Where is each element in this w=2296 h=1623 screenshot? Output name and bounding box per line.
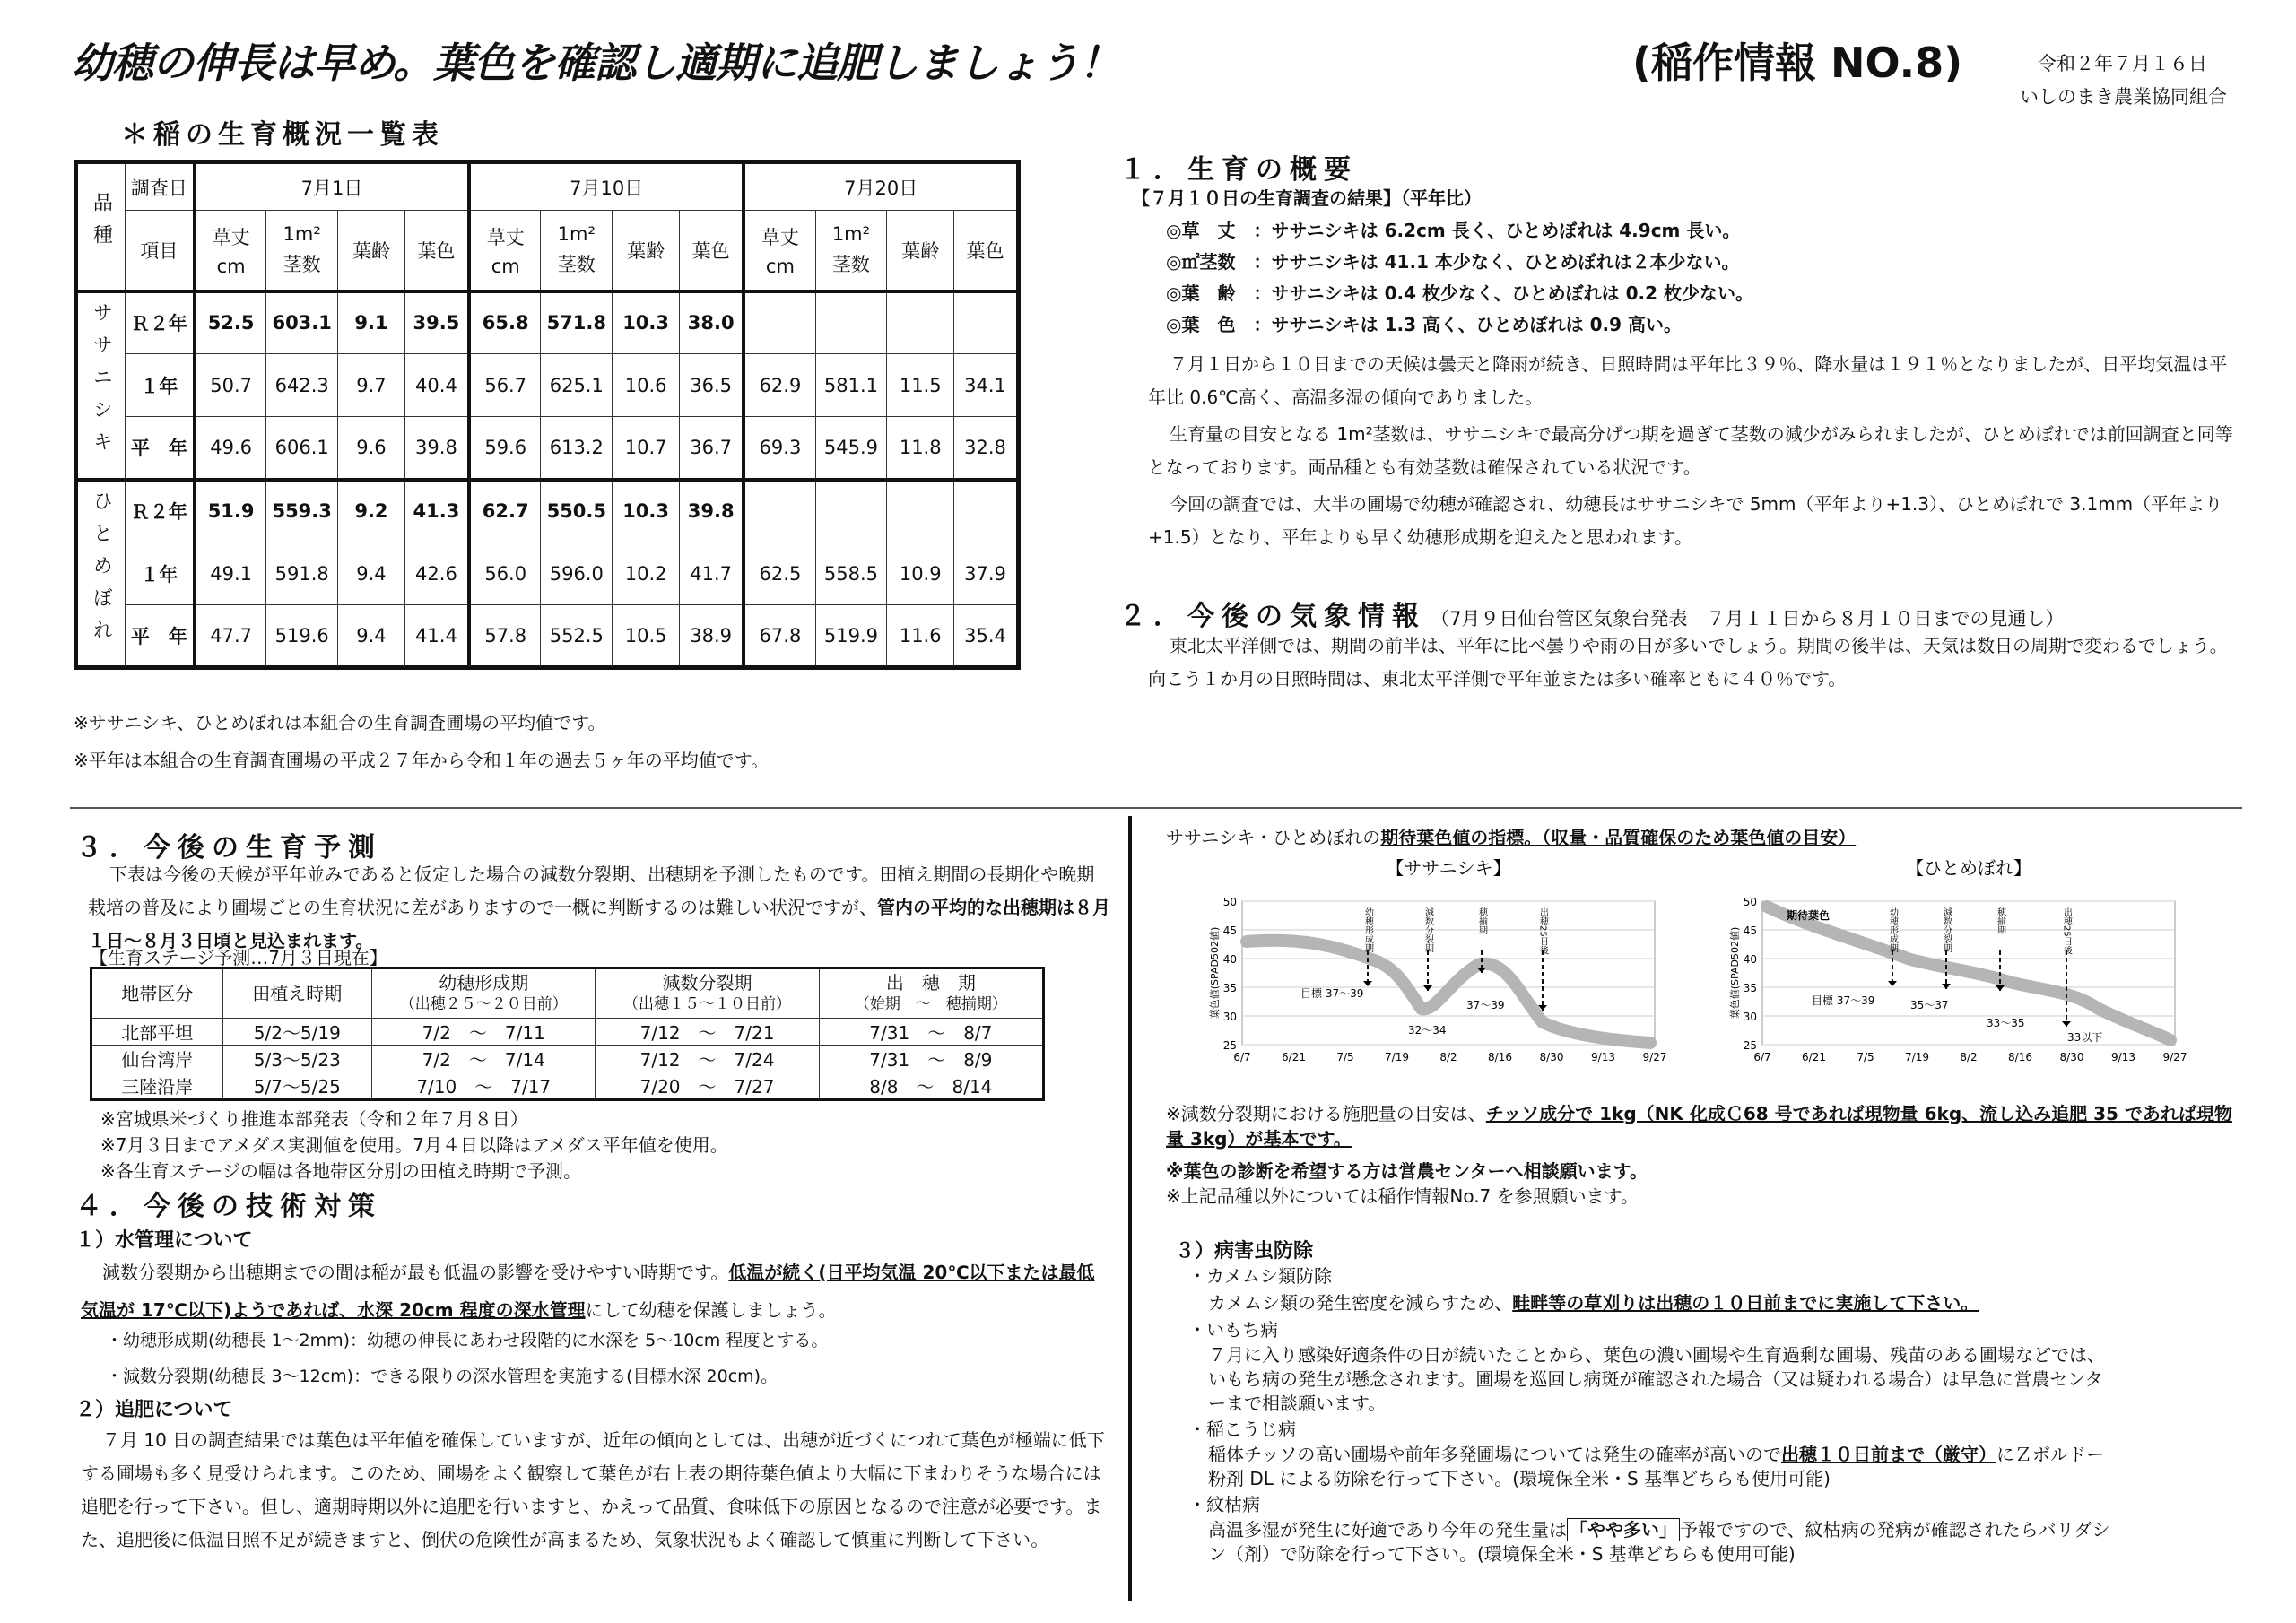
- growth-cell: 56.0: [469, 542, 541, 605]
- sec3-title: ３．今後の生育予測: [75, 832, 382, 864]
- arrow-head: [1942, 984, 1951, 989]
- sec1-title: １．生育の概要: [1119, 154, 1358, 186]
- x-tick-label: 6/7: [1233, 1051, 1251, 1063]
- stage-row: 仙台湾岸 5/3～5/23 7/2 ～ 7/14 7/12 ～ 7/24 7/31 ～ 8/9: [91, 1046, 1044, 1072]
- growth-table: [74, 160, 1021, 670]
- stage-label: 幼穂形成期: [1362, 907, 1373, 952]
- arrow-head: [2062, 1021, 2071, 1027]
- x-tick-label: 7/5: [1336, 1051, 1354, 1063]
- pest-text: 粉剤 DL による防除を行って下さい。(環境保全米・S 基準どちらも使用可能): [1208, 1468, 1831, 1489]
- growth-cell: 581.1: [815, 354, 887, 417]
- column-header: 草丈 cm: [195, 211, 266, 291]
- growth-cell: 550.5: [541, 480, 613, 542]
- target-label: 37～39: [1466, 999, 1505, 1011]
- x-tick-label: 9/13: [1591, 1051, 1615, 1063]
- growth-cell: 62.7: [469, 480, 541, 542]
- headline: 幼穂の伸長は早め。葉色を確認し適期に追肥しましょう！: [72, 39, 1120, 87]
- variety-name: ひとめぼれ: [76, 480, 126, 668]
- date-header: 7月20日: [744, 162, 1018, 211]
- summary-item: ◎㎡茎数 ：ササニシキは 41.1 本少なく、ひとめぼれは２本少ない。: [1166, 251, 1740, 273]
- column-header: 1m² 茎数: [815, 211, 887, 291]
- chart-label: 【ひとめぼれ】: [1906, 857, 2031, 879]
- y-tick-label: 35: [1222, 982, 1237, 994]
- x-tick-label: 8/16: [1488, 1051, 1512, 1063]
- growth-cell: 9.4: [338, 605, 405, 668]
- target-label: 33～35: [1987, 1017, 2025, 1029]
- stage-label: 出穂25日後: [2061, 907, 2072, 955]
- sec2-heading: [1119, 594, 2064, 633]
- pest-item-heading: ・カメムシ類防除: [1188, 1265, 1332, 1287]
- growth-cell: 559.3: [266, 480, 338, 542]
- table-note: ※ササニシキ、ひとめぼれは本組合の生育調査圃場の平均値です。: [74, 712, 606, 733]
- growth-cell: 37.9: [954, 542, 1019, 605]
- pest-text: いもち病の発生が懸念されます。圃場を巡回し病斑が確認された場合（又は疑われる場合）は早急に営農センタ: [1208, 1368, 2103, 1390]
- growth-cell: 10.6: [613, 354, 680, 417]
- growth-cell: 9.7: [338, 354, 405, 417]
- growth-cell: 41.3: [404, 480, 469, 542]
- pest-text: ン（剤）で防除を行って下さい。(環境保全米・S 基準どちらも使用可能): [1208, 1543, 1796, 1565]
- sec3-notes: [100, 1107, 728, 1185]
- pest-heading: ３）病害虫防除: [1175, 1240, 1314, 1263]
- column-header: 葉齢: [613, 211, 680, 291]
- growth-cell: 57.8: [469, 605, 541, 668]
- target-label: 33以下: [2067, 1031, 2103, 1044]
- growth-cell: 591.8: [266, 542, 338, 605]
- growth-cell: 9.2: [338, 480, 405, 542]
- x-tick-label: 7/19: [1905, 1051, 1929, 1063]
- pest-text: 高温多湿が発生に好適であり今年の発生量は 「やや多い」 予報ですので、紋枯病の発病が確認されたらバリダシ: [1208, 1519, 2110, 1541]
- kitai-label: 期待葉色: [1787, 909, 1831, 922]
- growth-cell: 67.8: [744, 605, 815, 668]
- growth-cell: 39.5: [404, 291, 469, 354]
- issue-date: 令和２年７月１６日: [2038, 53, 2207, 74]
- sec3-note: ※宮城県米づくり推進本部発表（令和２年７月８日）: [100, 1108, 528, 1130]
- growth-cell: 552.5: [541, 605, 613, 668]
- x-tick-label: 6/21: [1802, 1051, 1826, 1063]
- column-header: 草丈 cm: [744, 211, 815, 291]
- growth-cell: 51.9: [195, 480, 266, 542]
- growth-row: [76, 291, 1019, 354]
- column-header: 葉色: [954, 211, 1019, 291]
- growth-cell: [887, 480, 954, 542]
- growth-cell: 11.6: [887, 605, 954, 668]
- column-header: 葉色: [680, 211, 744, 291]
- growth-cell: [954, 291, 1019, 354]
- fert-note: ※上記品種以外については稲作情報No.7 を参照願います。: [1166, 1185, 1639, 1207]
- pest-text: 稲体チッソの高い圃場や前年多発圃場については発生の確率が高いので出穂１０日前まで（厳守）にＺボルドー: [1208, 1444, 2104, 1465]
- growth-row: [76, 480, 1019, 542]
- stage-label: 減数分裂期: [1941, 907, 1952, 952]
- arrow-head: [1996, 985, 2005, 991]
- target-band: [1767, 907, 2170, 1040]
- sec1-paragraph: 生育量の目安となる 1m²茎数は、ササニシキで最高分げつ期を過ぎて茎数の減少がみられましたが、ひとめぼれでは前回調査と同等となっております。両品種とも有効茎数は確保されている状況です。: [1148, 423, 2233, 478]
- sec1-paragraph: 今回の調査では、大半の圃場で幼穂が確認され、幼穂長はササニシキで 5mm（平年より+1.3）、ひとめぼれで 3.1mm（平年より+1.5）となり、平年よりも早く幼穂形成期を迎えたと思われます。: [1148, 493, 2223, 548]
- target-label: 35～37: [1910, 999, 1949, 1011]
- stage-table-title: 【生育ステージ予測…7月３日現在】: [90, 947, 387, 968]
- growth-table-title: ＊稲の生育概況一覧表: [121, 119, 444, 151]
- organization: いしのまき農業協同組合: [2020, 86, 2227, 108]
- arrow-head: [1363, 981, 1372, 986]
- row-label: １年: [125, 542, 195, 605]
- leaf-chart-hitomebore: [1686, 856, 2188, 1066]
- x-tick-label: 7/19: [1385, 1051, 1409, 1063]
- stage-table: [90, 967, 1045, 1101]
- growth-cell: 642.3: [266, 354, 338, 417]
- vertical-divider: [1128, 816, 1132, 1601]
- growth-row: [76, 354, 1019, 417]
- x-tick-label: 6/21: [1282, 1051, 1306, 1063]
- y-axis-label: 葉色値(SPAD502値): [1729, 926, 1741, 1020]
- row-label: Ｒ２年: [125, 291, 195, 354]
- growth-cell: [815, 291, 887, 354]
- plot-area: [1242, 901, 1655, 1045]
- y-tick-label: 35: [1743, 982, 1757, 994]
- x-tick-label: 9/27: [2162, 1051, 2187, 1063]
- y-tick-label: 30: [1222, 1011, 1237, 1023]
- x-tick-label: 8/2: [1960, 1051, 1978, 1063]
- item-header: 項目: [125, 211, 195, 291]
- y-tick-label: 50: [1222, 896, 1237, 908]
- growth-cell: 34.1: [954, 354, 1019, 417]
- growth-cell: 603.1: [266, 291, 338, 354]
- summary-item: ◎葉 色 ：ササニシキは 1.3 高く、ひとめぼれは 0.9 高い。: [1166, 314, 1682, 335]
- y-tick-label: 45: [1222, 924, 1237, 937]
- growth-cell: 62.9: [744, 354, 815, 417]
- growth-cell: 38.9: [680, 605, 744, 668]
- growth-cell: 558.5: [815, 542, 887, 605]
- growth-cell: 65.8: [469, 291, 541, 354]
- target-label: 目標 37～39: [1812, 994, 1875, 1007]
- growth-cell: 56.7: [469, 354, 541, 417]
- column-header: 葉色: [404, 211, 469, 291]
- arrow-head: [1423, 985, 1432, 991]
- sec2-subtitle: （7月９日仙台管区気象台発表 ７月１１日から８月１０日までの見通し）: [1431, 608, 2065, 629]
- y-axis-label: 葉色値(SPAD502値): [1209, 926, 1221, 1020]
- growth-cell: [815, 480, 887, 542]
- row-label: 平 年: [125, 417, 195, 480]
- pest-section: [1188, 1263, 2247, 1567]
- growth-cell: 613.2: [541, 417, 613, 480]
- water-bullet: ・減数分裂期(幼穂長 3～12cm)：できる限りの深水管理を実施する(目標水深 20cm)。: [106, 1367, 778, 1386]
- x-tick-label: 7/5: [1857, 1051, 1874, 1063]
- stage-label: 減数分裂期: [1422, 907, 1433, 952]
- growth-cell: 519.6: [266, 605, 338, 668]
- growth-cell: 10.5: [613, 605, 680, 668]
- stage-row: 三陸沿岸 5/7～5/25 7/10 ～ 7/17 7/20 ～ 7/27 8/8 ～ 8/14: [91, 1072, 1044, 1100]
- sec3-paragraph: 下表は今後の天候が平年並みであると仮定した場合の減数分裂期、出穂期を予測したものです。田植え期間の長期化や晩期栽培の普及により圃場ごとの生育状況に差がありますので一概に判断するのは難しい状況ですが、管内の平均的な出穂期は８月１日～８月３日頃と見込まれます。: [88, 864, 1110, 951]
- x-tick-label: 6/7: [1753, 1051, 1771, 1063]
- y-tick-label: 30: [1743, 1011, 1757, 1023]
- variety-header: 品種: [76, 162, 126, 291]
- x-tick-label: 8/30: [2059, 1051, 2084, 1063]
- survey-date-header: 調査日: [125, 162, 195, 211]
- x-tick-label: 8/16: [2008, 1051, 2032, 1063]
- summary-item: ◎葉 齢 ：ササニシキは 0.4 枚少なく、ひとめぼれは 0.2 枚少ない。: [1166, 282, 1753, 304]
- growth-cell: 49.6: [195, 417, 266, 480]
- sec1-paragraph: ７月１日から１０日までの天候は曇天と降雨が続き、日照時間は平年比３９％、降水量は１９１％となりましたが、日平均気温は平年比 0.6℃高く、高温多湿の傾向でありました。: [1148, 353, 2228, 408]
- growth-cell: 42.6: [404, 542, 469, 605]
- stage-label: 穂揃期: [1476, 907, 1487, 934]
- x-tick-label: 9/13: [2111, 1051, 2135, 1063]
- leaf-chart-title: ササニシキ・ひとめぼれの期待葉色値の指標。（収量・品質確保のため葉色値の目安）: [1166, 827, 1857, 848]
- water-paragraph: 減数分裂期から出穂期までの間は稲が最も低温の影響を受けやすい時期です。低温が続く(日平均気温 20℃以下または最低気温が 17℃以下)ようであれば、水深 20cm 程度の深水管理にして幼穂を保護しましょう。: [81, 1262, 1095, 1321]
- sec1-items: [1166, 215, 1753, 341]
- growth-cell: 47.7: [195, 605, 266, 668]
- fertilizer-heading: ２）追肥について: [75, 1399, 233, 1421]
- row-label: １年: [125, 354, 195, 417]
- stage-row: 北部平坦 5/2～5/19 7/2 ～ 7/11 7/12 ～ 7/21 7/31 ～ 8/7: [91, 1019, 1044, 1046]
- sec3-note: ※7月３日までアメダス実測値を使用。7月４日以降はアメダス平年値を使用。: [100, 1134, 728, 1156]
- sec2-paragraph: 東北太平洋側では、期間の前半は、平年に比べ曇りや雨の日が多いでしょう。期間の後半は、天気は数日の周期で変わるでしょう。向こう１か月の日照時間は、東北太平洋側で平年並または多い確率ともに４０％です。: [1148, 635, 2228, 690]
- target-label: 目標 37～39: [1300, 987, 1364, 1000]
- stage-label: 穂揃期: [1995, 907, 2005, 934]
- y-tick-label: 25: [1743, 1039, 1757, 1052]
- pest-item-heading: ・いもち病: [1188, 1319, 1278, 1341]
- issue-number: (稲作情報 NO.8): [1632, 39, 1963, 87]
- column-header: 葉齢: [887, 211, 954, 291]
- table-note: ※平年は本組合の生育調査圃場の平成２７年から令和１年の過去５ヶ年の平均値です。: [74, 750, 770, 771]
- stage-header: 幼穂形成期 （出穂２５～２０日前）: [372, 968, 596, 1019]
- sec4-title: ４．今後の技術対策: [75, 1191, 382, 1222]
- y-tick-label: 50: [1743, 896, 1757, 908]
- growth-cell: 9.6: [338, 417, 405, 480]
- summary-item: ◎草 丈 ：ササニシキは 6.2cm 長く、ひとめぼれは 4.9cm 長い。: [1166, 220, 1741, 241]
- growth-cell: 10.2: [613, 542, 680, 605]
- growth-cell: 49.1: [195, 542, 266, 605]
- chart-label: 【ササニシキ】: [1386, 857, 1511, 879]
- pest-text: カメムシ類の発生密度を減らすため、畦畔等の草刈りは出穂の１０日前までに実施して下さい。: [1208, 1292, 1979, 1314]
- growth-cell: 10.3: [613, 291, 680, 354]
- growth-cell: [744, 480, 815, 542]
- growth-cell: 10.3: [613, 480, 680, 542]
- stage-header: 減数分裂期 （出穂１５～１０日前）: [596, 968, 819, 1019]
- growth-row: [76, 605, 1019, 668]
- sec3-note: ※各生育ステージの幅は各地帯区分別の田植え時期で予測。: [100, 1160, 581, 1182]
- growth-cell: [954, 480, 1019, 542]
- date-header: 7月1日: [195, 162, 469, 211]
- row-label: 平 年: [125, 605, 195, 668]
- x-tick-label: 9/27: [1642, 1051, 1667, 1063]
- growth-cell: [887, 291, 954, 354]
- pest-item-heading: ・稲こうじ病: [1188, 1419, 1296, 1440]
- growth-cell: 39.8: [404, 417, 469, 480]
- growth-cell: 11.8: [887, 417, 954, 480]
- growth-row: [76, 542, 1019, 605]
- x-tick-label: 8/2: [1439, 1051, 1457, 1063]
- y-tick-label: 40: [1743, 953, 1757, 966]
- sec2-title: ２．今後の気象情報: [1119, 601, 1426, 632]
- growth-cell: [744, 291, 815, 354]
- arrow-head: [1888, 981, 1897, 986]
- growth-cell: 39.8: [680, 480, 744, 542]
- variety-name: ササニシキ: [76, 291, 126, 480]
- water-bullet: ・幼穂形成期(幼穂長 1～2mm)：幼穂の伸長にあわせ段階的に水深を 5～10cm 程度とする。: [106, 1331, 829, 1350]
- growth-cell: 41.7: [680, 542, 744, 605]
- growth-cell: 69.3: [744, 417, 815, 480]
- growth-cell: 50.7: [195, 354, 266, 417]
- growth-cell: 545.9: [815, 417, 887, 480]
- date-header: 7月10日: [469, 162, 744, 211]
- fertilizer-paragraph: ７月 10 日の調査結果では葉色は平年値を確保していますが、近年の傾向としては、出穂が近づくにつれて葉色が極端に低下する圃場も多く見受けられます。このため、圃場をよく観察して葉色が右上表の期待葉色値より大幅に下まわりそうな場合には追肥を行って下さい。但し、適期時期以外に追肥を行いますと、かえって品質、食味低下の原因となるので注意が必要です。また、追肥後に低温日照不足が続きますと、倒伏の危険性が高まるため、気象状況もよく確認して慎重に判断して下さい。: [81, 1429, 1105, 1550]
- growth-cell: 36.7: [680, 417, 744, 480]
- growth-row: [76, 417, 1019, 480]
- growth-cell: 59.6: [469, 417, 541, 480]
- column-header: 葉齢: [338, 211, 405, 291]
- y-tick-label: 45: [1743, 924, 1757, 937]
- fert-note: ※葉色の診断を希望する方は営農センターへ相談願います。: [1166, 1160, 1648, 1182]
- pest-text: ７月に入り感染好適条件の日が続いたことから、葉色の濃い圃場や生育過剰な圃場、残苗のある圃場などでは、: [1208, 1344, 2105, 1366]
- column-header: 1m² 茎数: [541, 211, 613, 291]
- column-header: 草丈 cm: [469, 211, 541, 291]
- growth-cell: 62.5: [744, 542, 815, 605]
- growth-cell: 36.5: [680, 354, 744, 417]
- column-header: 1m² 茎数: [266, 211, 338, 291]
- row-label: Ｒ２年: [125, 480, 195, 542]
- stage-header: 出 穂 期 （始期 ～ 穂揃期）: [819, 968, 1043, 1019]
- growth-cell: 519.9: [815, 605, 887, 668]
- y-tick-label: 40: [1222, 953, 1237, 966]
- stage-header: 田植え時期: [222, 968, 372, 1019]
- growth-cell: 38.0: [680, 291, 744, 354]
- x-tick-label: 8/30: [1539, 1051, 1564, 1063]
- growth-cell: 11.5: [887, 354, 954, 417]
- growth-cell: 10.7: [613, 417, 680, 480]
- horizontal-divider: [70, 807, 2242, 809]
- stage-label: 出穂25日後: [1537, 907, 1548, 955]
- fert-note: ※減数分裂期における施肥量の目安は、チッソ成分で 1kg（NK 化成Ｃ68 号であれば現物量 6kg、流し込み追肥 35 であれば現物量 3kg）が基本です。: [1166, 1103, 2232, 1150]
- growth-cell: 571.8: [541, 291, 613, 354]
- stage-label: 幼穂形成期: [1887, 907, 1898, 952]
- stage-header: 地帯区分: [91, 968, 223, 1019]
- growth-cell: 606.1: [266, 417, 338, 480]
- growth-cell: 40.4: [404, 354, 469, 417]
- leaf-chart-sasanishiki: [1166, 856, 1668, 1066]
- growth-cell: 41.4: [404, 605, 469, 668]
- y-tick-label: 25: [1222, 1039, 1237, 1052]
- growth-cell: 625.1: [541, 354, 613, 417]
- growth-cell: 35.4: [954, 605, 1019, 668]
- target-label: 32～34: [1408, 1024, 1447, 1037]
- growth-cell: 32.8: [954, 417, 1019, 480]
- growth-cell: 52.5: [195, 291, 266, 354]
- pest-item-heading: ・紋枯病: [1188, 1494, 1260, 1515]
- growth-cell: 9.1: [338, 291, 405, 354]
- water-heading: １）水管理について: [75, 1229, 253, 1252]
- pest-text: ーまで相談願います。: [1208, 1393, 1387, 1414]
- growth-cell: 10.9: [887, 542, 954, 605]
- sec1-sub: 【７月１０日の生育調査の結果】（平年比）: [1132, 187, 1482, 209]
- growth-cell: 596.0: [541, 542, 613, 605]
- growth-cell: 9.4: [338, 542, 405, 605]
